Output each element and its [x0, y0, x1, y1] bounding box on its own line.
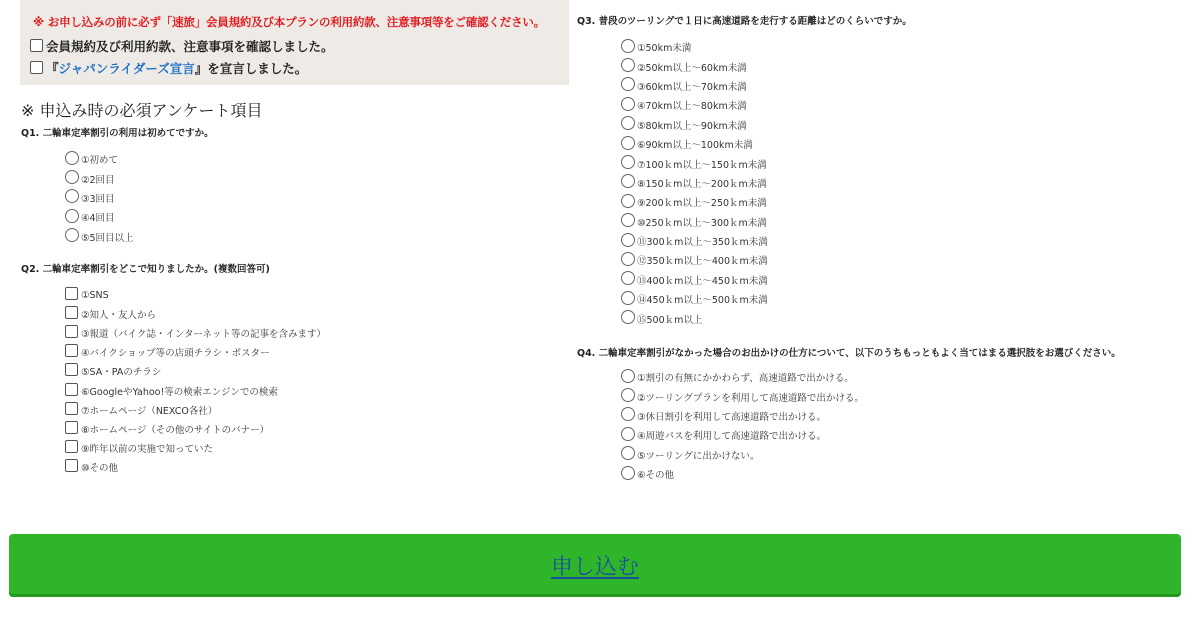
q2-option-label: ⑤SA・PAのチラシ	[81, 367, 162, 379]
q3-radio[interactable]	[621, 213, 635, 227]
q1-option-label: ⑤5回目以上	[81, 232, 134, 244]
q3-option-label: ②50km以上～60km未満	[637, 62, 747, 74]
q3-option[interactable]	[621, 211, 768, 230]
q3-radio[interactable]	[621, 291, 635, 305]
q1-radio[interactable]	[65, 151, 79, 165]
q2-options	[65, 284, 326, 475]
q3-option-label: ④70km以上～80km未満	[637, 101, 747, 113]
q2-option[interactable]	[65, 303, 326, 322]
terms-checkbox[interactable]	[30, 39, 43, 52]
q3-option[interactable]	[621, 288, 768, 307]
q1-option[interactable]	[65, 187, 134, 206]
q4-option[interactable]	[621, 463, 864, 482]
q3-option-label: ③60km以上～70km未満	[637, 81, 747, 93]
q4-radio[interactable]	[621, 446, 635, 460]
q1-radio[interactable]	[65, 228, 79, 242]
q1-option[interactable]	[65, 226, 134, 245]
q2-checkbox[interactable]	[65, 402, 78, 415]
q3-radio[interactable]	[621, 252, 635, 266]
q4-option-label: ③休日割引を利用して高速道路で出かける。	[637, 411, 827, 423]
q2-option-label: ③報道（バイク誌・インターネット等の記事を含みます）	[81, 329, 326, 341]
q3-option[interactable]	[621, 75, 768, 94]
q2-option[interactable]	[65, 418, 326, 437]
q1-option-label: ④4回目	[81, 213, 115, 225]
q3-option[interactable]	[621, 55, 768, 74]
q3-radio[interactable]	[621, 77, 635, 91]
q4-option[interactable]	[621, 385, 864, 404]
q1-radio[interactable]	[65, 170, 79, 184]
q1-option[interactable]	[65, 167, 134, 186]
q3-option[interactable]	[621, 152, 768, 171]
q4-option-label: ②ツーリングプランを利用して高速道路で出かける。	[637, 392, 864, 404]
declaration-suffix: 』を宣言しました。	[194, 60, 308, 76]
q3-option[interactable]	[621, 230, 768, 249]
q3-option[interactable]	[621, 191, 768, 210]
q4-options	[621, 366, 864, 482]
q4-option-label: ⑥その他	[637, 470, 675, 482]
q3-option-label: ⑫350ｋm以上～400ｋm未満	[637, 256, 768, 268]
q3-radio[interactable]	[621, 58, 635, 72]
q4-title: Q4. 二輪車定率割引がなかった場合のお出かけの仕方について、以下のうちもっともよく当てはまる選択肢をお選びください。	[577, 348, 1121, 359]
q2-option-label: ⑨昨年以前の実施で知っていた	[81, 443, 214, 455]
q3-radio[interactable]	[621, 174, 635, 188]
q2-checkbox[interactable]	[65, 383, 78, 396]
q3-radio[interactable]	[621, 39, 635, 53]
q3-option[interactable]	[621, 269, 768, 288]
q2-option-label: ⑩その他	[81, 462, 119, 474]
q4-option[interactable]	[621, 405, 864, 424]
survey-heading: ※ 申込み時の必須アンケート項目	[21, 101, 263, 120]
q3-options	[621, 36, 768, 327]
q3-option[interactable]	[621, 133, 768, 152]
terms-agreement-row[interactable]	[30, 36, 569, 55]
q3-option[interactable]	[621, 114, 768, 133]
q1-options	[65, 148, 134, 245]
q4-option-label: ④周遊パスを利用して高速道路で出かける。	[637, 431, 827, 443]
q3-option-label: ⑨200ｋm以上～250ｋm未満	[637, 198, 767, 210]
q3-option-label: ⑤80km以上～90km未満	[637, 120, 747, 132]
q2-checkbox[interactable]	[65, 421, 78, 434]
q2-option[interactable]	[65, 399, 326, 418]
q3-radio[interactable]	[621, 194, 635, 208]
q4-option-label: ①割引の有無にかかわらず、高速道路で出かける。	[637, 373, 854, 385]
q3-option[interactable]	[621, 172, 768, 191]
q3-option-label: ⑦100ｋm以上～150ｋm未満	[637, 159, 767, 171]
q3-radio[interactable]	[621, 310, 635, 324]
q4-radio[interactable]	[621, 407, 635, 421]
q2-option[interactable]	[65, 379, 326, 398]
q1-radio[interactable]	[65, 189, 79, 203]
apply-button-label[interactable]: 申し込む	[550, 555, 639, 580]
q2-title: Q2. 二輪車定率割引をどこで知りましたか。(複数回答可)	[21, 264, 270, 275]
q3-radio[interactable]	[621, 233, 635, 247]
q2-checkbox[interactable]	[65, 459, 78, 472]
q1-option[interactable]	[65, 148, 134, 167]
declaration-checkbox[interactable]	[30, 61, 43, 74]
q2-checkbox[interactable]	[65, 287, 78, 300]
q3-radio[interactable]	[621, 116, 635, 130]
q4-radio[interactable]	[621, 369, 635, 383]
q4-option[interactable]	[621, 444, 864, 463]
q2-option-label: ②知人・友人から	[81, 310, 157, 322]
q3-option-label: ⑬400ｋm以上～450ｋm未満	[637, 275, 768, 287]
q2-option[interactable]	[65, 322, 326, 341]
q1-title: Q1. 二輪車定率割引の利用は初めてですか。	[21, 128, 214, 139]
q2-option[interactable]	[65, 456, 326, 475]
declaration-row[interactable]	[30, 58, 569, 77]
q2-option[interactable]	[65, 284, 326, 303]
q3-radio[interactable]	[621, 136, 635, 150]
q4-radio[interactable]	[621, 427, 635, 441]
q1-radio[interactable]	[65, 209, 79, 223]
japan-riders-declaration-link[interactable]: ジャパンライダーズ宣言	[58, 60, 195, 76]
q4-option[interactable]	[621, 424, 864, 443]
q2-option-label: ⑥GoogleやYahoo!等の検索エンジンでの検索	[81, 386, 278, 398]
q2-checkbox[interactable]	[65, 440, 78, 453]
q2-checkbox[interactable]	[65, 344, 78, 357]
q3-radio[interactable]	[621, 97, 635, 111]
q3-option-label: ⑩250ｋm以上～300ｋm未満	[637, 217, 767, 229]
q3-option-label: ⑭450ｋm以上～500ｋm未満	[637, 295, 768, 307]
q3-option[interactable]	[621, 249, 768, 268]
q2-checkbox[interactable]	[65, 325, 78, 338]
terms-label: 会員規約及び利用約款、注意事項を確認しました。	[46, 38, 334, 54]
q3-option-label: ①50km未満	[637, 43, 692, 55]
q3-option-label: ⑥90km以上～100km未満	[637, 140, 753, 152]
q1-option-label: ②2回目	[81, 174, 115, 186]
q2-checkbox[interactable]	[65, 306, 78, 319]
q3-option-label: ⑪300ｋm以上～350ｋm未満	[637, 237, 768, 249]
q2-option[interactable]	[65, 437, 326, 456]
q1-option[interactable]	[65, 206, 134, 225]
q3-option[interactable]	[621, 307, 768, 326]
agreement-box	[20, 0, 569, 85]
q2-option-label: ①SNS	[81, 289, 109, 301]
q2-checkbox[interactable]	[65, 363, 78, 376]
q3-option[interactable]	[621, 36, 768, 55]
q3-radio[interactable]	[621, 271, 635, 285]
q3-option[interactable]	[621, 94, 768, 113]
q3-option-label: ⑮500ｋm以上	[637, 314, 703, 326]
q4-radio[interactable]	[621, 388, 635, 402]
q1-option-label: ①初めて	[81, 155, 119, 167]
q4-radio[interactable]	[621, 466, 635, 480]
q2-option[interactable]	[65, 360, 326, 379]
q4-option-label: ⑤ツーリングに出かけない。	[637, 450, 760, 462]
q2-option-label: ④バイクショップ等の店頭チラシ・ポスター	[81, 348, 270, 360]
q3-title: Q3. 普段のツーリングで１日に高速道路を走行する距離はどのくらいですか。	[577, 16, 912, 27]
q1-option-label: ③3回目	[81, 193, 115, 205]
agreement-notice: ※ お申し込みの前に必ず「速旅」会員規約及び本プランの利用約款、注意事項等をご確認ください。	[33, 15, 545, 29]
apply-button[interactable]	[9, 534, 1181, 597]
q2-option-label: ⑦ホームページ（NEXCO各社）	[81, 405, 218, 417]
declaration-prefix: 『	[46, 60, 59, 76]
q2-option-label: ⑧ホームページ（その他のサイトのバナー）	[81, 424, 270, 436]
q3-option-label: ⑧150ｋm以上～200ｋm未満	[637, 178, 767, 190]
q2-option[interactable]	[65, 341, 326, 360]
q3-radio[interactable]	[621, 155, 635, 169]
q4-option[interactable]	[621, 366, 864, 385]
